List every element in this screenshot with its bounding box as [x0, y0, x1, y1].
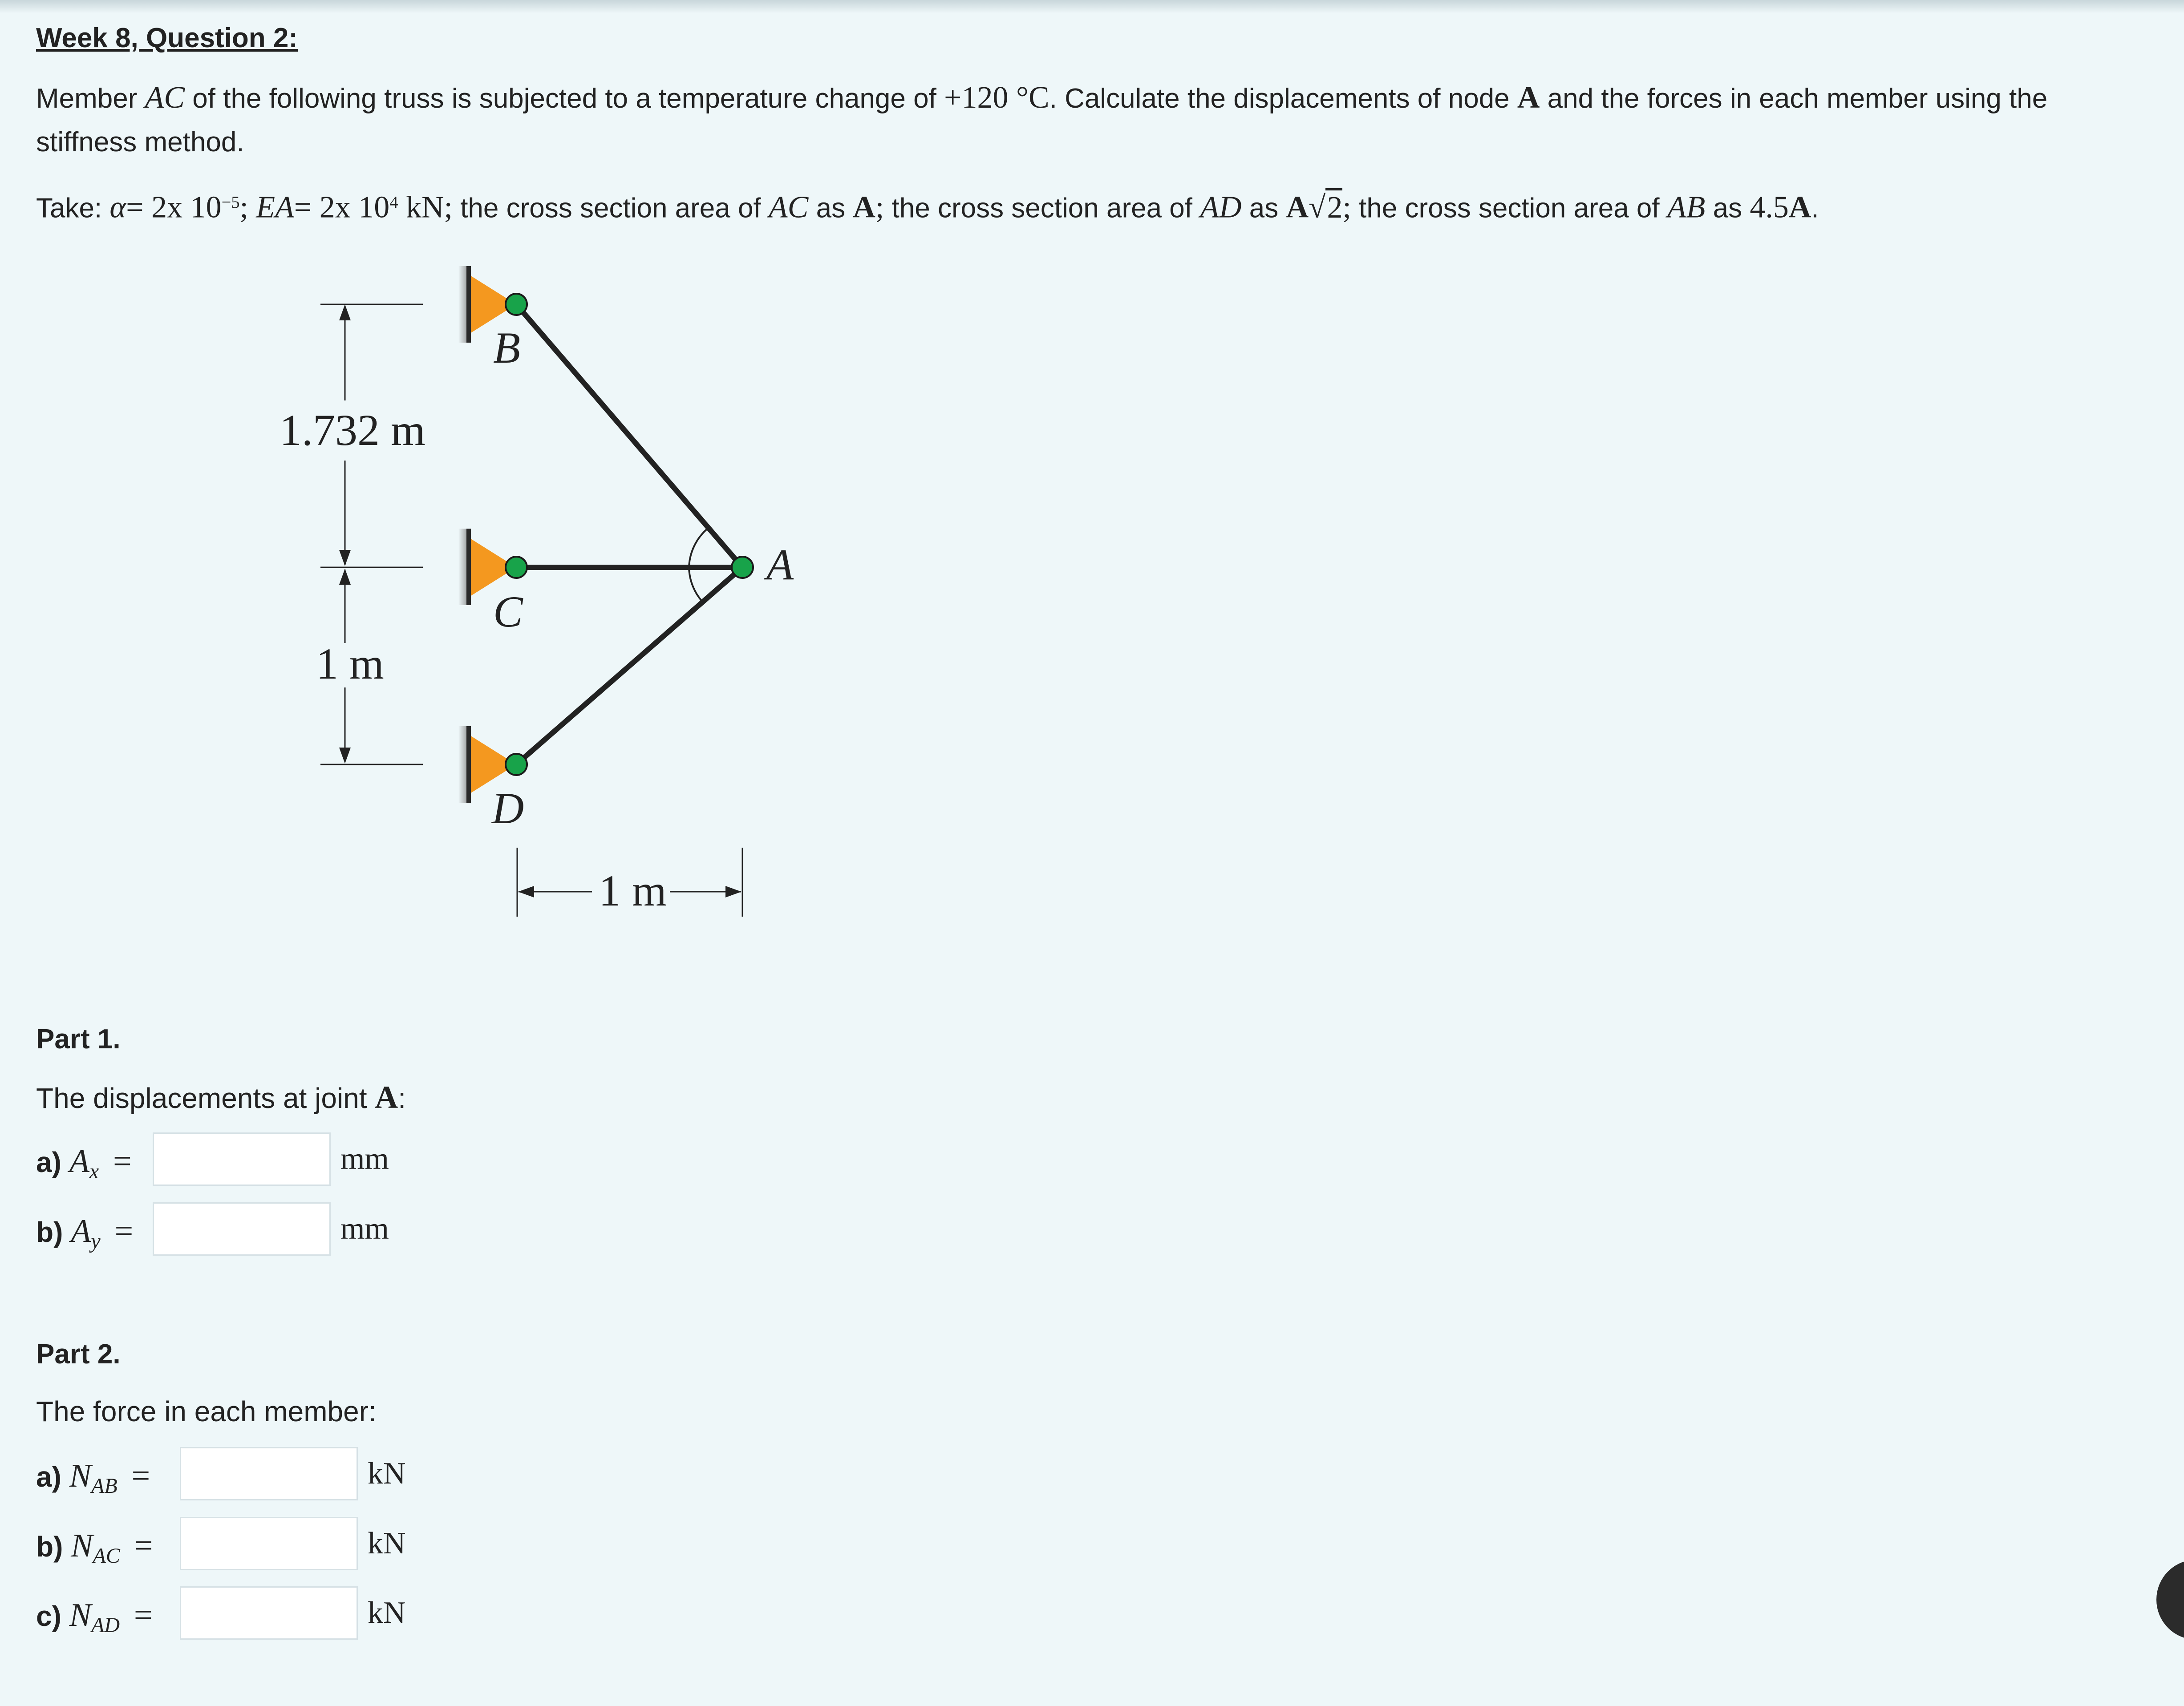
- part1-intro-joint: A: [375, 1079, 398, 1115]
- p2-area-a-1: A: [853, 190, 875, 225]
- p1-text-3: . Calculate the displacements of node: [1049, 83, 1517, 114]
- p2-text-ab: the cross section area of: [1351, 193, 1667, 224]
- part2-heading: Part 2.: [36, 1339, 121, 1370]
- node-label-a: A: [766, 540, 794, 589]
- part1-heading: Part 1.: [36, 1024, 121, 1055]
- row-subscript: x: [89, 1159, 99, 1183]
- node-c-dot: [506, 557, 527, 578]
- answer-input-ax[interactable]: [153, 1132, 331, 1186]
- support-walls: [458, 266, 471, 803]
- p2-as-3: as: [1705, 193, 1750, 224]
- p2-as-2: as: [1241, 193, 1286, 224]
- p2-alpha: α: [109, 190, 126, 225]
- answer-input-ay[interactable]: [153, 1202, 331, 1256]
- p2-coef: 4.5: [1750, 190, 1789, 225]
- p2-text-ad: the cross section area of: [884, 193, 1200, 224]
- vertical-dimension: [320, 304, 423, 764]
- row-equals: =: [134, 1528, 153, 1564]
- part2-row-nac: [36, 1527, 153, 1568]
- part1-row-ay: [36, 1213, 133, 1253]
- p2-alpha-eq: = 2x 10: [126, 190, 222, 225]
- sqrt-icon: √: [1309, 190, 1326, 225]
- row-label: b): [36, 1216, 63, 1248]
- row-label: a): [36, 1146, 61, 1178]
- dim-label-vertical-top: 1.732 m: [280, 405, 425, 455]
- answer-input-nab[interactable]: [180, 1447, 358, 1500]
- part2-row-nab: [36, 1457, 150, 1498]
- p2-sep-1: ;: [239, 190, 248, 225]
- part1-intro-colon: :: [398, 1082, 406, 1114]
- p2-sep-4: ;: [1342, 190, 1351, 225]
- p2-ea: EA: [256, 190, 294, 225]
- p2-member-ab: AB: [1667, 190, 1706, 225]
- node-b-dot: [506, 294, 527, 315]
- row-equals: =: [114, 1213, 134, 1249]
- p2-ea-unit: kN: [398, 190, 444, 225]
- p2-take: Take:: [36, 193, 110, 224]
- row-label: a): [36, 1461, 61, 1493]
- unit-nad: kN: [368, 1596, 406, 1630]
- dim-label-horizontal: 1 m: [599, 866, 667, 915]
- row-equals: =: [134, 1597, 153, 1633]
- part1-row-ax: [36, 1143, 132, 1184]
- row-symbol: N: [71, 1528, 93, 1564]
- answer-input-nac[interactable]: [180, 1517, 358, 1570]
- p2-member-ad: AD: [1200, 190, 1242, 225]
- p1-text-4: and the forces in each member using the: [1540, 83, 2048, 114]
- p2-ea-eq: = 2x 10: [294, 190, 390, 225]
- p2-member-ac: AC: [768, 190, 809, 225]
- row-equals: =: [131, 1458, 150, 1494]
- p1-text-2: of the following truss is subjected to a temperature change of: [185, 83, 944, 114]
- p2-end: .: [1811, 193, 1819, 224]
- row-equals: =: [113, 1143, 132, 1180]
- p2-text-ac: the cross section area of: [452, 193, 769, 224]
- node-label-b: B: [493, 323, 521, 372]
- p1-node-a: A: [1517, 81, 1540, 115]
- row-symbol: N: [69, 1597, 92, 1633]
- p2-sqrt-value: 2: [1325, 188, 1342, 225]
- p2-as-1: as: [808, 193, 853, 224]
- part1-intro-text: The displacements at joint: [36, 1082, 375, 1114]
- part2-row-nad: [36, 1597, 153, 1637]
- answer-input-nad[interactable]: [180, 1586, 358, 1640]
- row-symbol: A: [69, 1143, 89, 1180]
- row-symbol: A: [71, 1213, 91, 1249]
- p2-area-a-3: A: [1788, 190, 1811, 225]
- question-paragraph-1-cont: stiffness method.: [36, 127, 244, 158]
- row-subscript: AD: [91, 1613, 120, 1637]
- p2-area-a-2: A: [1286, 190, 1309, 225]
- node-label-d: D: [492, 784, 524, 833]
- row-label: b): [36, 1531, 63, 1563]
- floating-action-button[interactable]: [2156, 1560, 2184, 1640]
- question-title: Week 8, Question 2:: [36, 23, 298, 53]
- p1-temperature: +120 °C: [944, 81, 1049, 115]
- unit-nac: kN: [368, 1526, 406, 1560]
- dim-label-vertical-bottom: 1 m: [316, 639, 384, 688]
- unit-ax: mm: [340, 1142, 389, 1176]
- part2-intro: The force in each member:: [36, 1395, 377, 1427]
- node-d-dot: [506, 754, 527, 775]
- node-label-c: C: [493, 587, 523, 636]
- unit-ay: mm: [340, 1212, 389, 1246]
- p2-sep-2: ;: [444, 190, 453, 225]
- part1-intro: [36, 1079, 406, 1116]
- row-label: c): [36, 1600, 61, 1632]
- p1-text-1: Member: [36, 83, 145, 114]
- row-subscript: y: [91, 1229, 101, 1253]
- p2-ea-exp: 4: [389, 193, 398, 212]
- row-symbol: N: [69, 1458, 92, 1494]
- p2-sep-3: ;: [875, 190, 884, 225]
- unit-nab: kN: [368, 1456, 406, 1491]
- p2-alpha-exp: −5: [221, 193, 240, 212]
- row-subscript: AB: [91, 1474, 118, 1498]
- row-subscript: AC: [93, 1544, 120, 1568]
- truss-members: [516, 304, 742, 764]
- node-a-dot: [732, 557, 753, 578]
- p1-member-ac: AC: [145, 81, 185, 115]
